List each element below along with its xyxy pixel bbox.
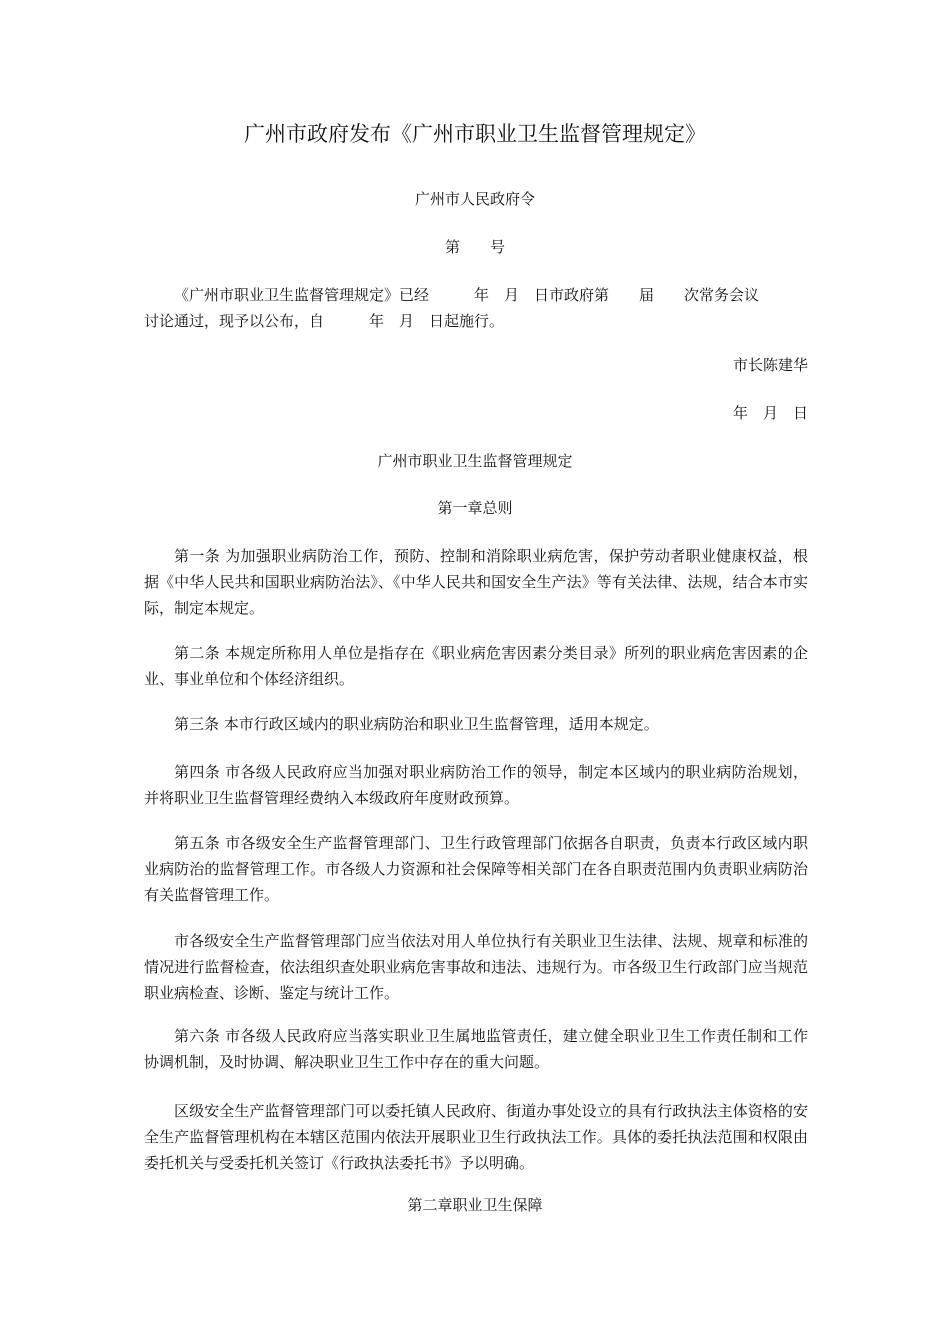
article-1: 第一条 为加强职业病防治工作，预防、控制和消除职业病危害，保护劳动者职业健康权益，根据《中华人民共和国职业病防治法》、《中华人民共和国安全生产法》等有关法律、法规，结合本市实际，制定本规定。: [144, 547, 808, 617]
signature-date: 年 月 日: [732, 404, 808, 422]
article-6-para-2: 区级安全生产监督管理部门可以委托镇人民政府、街道办事处设立的具有行政执法主体资格的安全生产监督管理机构在本辖区范围内依法开展职业卫生行政执法工作。具体的委托执法范围和权限由委托机关与受委托机关签订《行政执法委托书》予以明确。: [144, 1102, 808, 1172]
article-5-para-2: 市各级安全生产监督管理部门应当依法对用人单位执行有关职业卫生法律、法规、规章和标准的情况进行监督检查，依法组织查处职业病危害事故和违法、违规行为。市各级卫生行政部门应当规范职业病检查、诊断、鉴定与统计工作。: [144, 932, 808, 1002]
article-4: 第四条 市各级人民政府应当加强对职业病防治工作的领导，制定本区域内的职业病防治规划，并将职业卫生监督管理经费纳入本级政府年度财政预算。: [144, 763, 808, 807]
article-6: 第六条 市各级人民政府应当落实职业卫生属地监管责任，建立健全职业卫生工作责任制和工作协调机制，及时协调、解决职业卫生工作中存在的重大问题。: [144, 1027, 808, 1071]
order-heading: 广州市人民政府令: [414, 190, 535, 208]
announcement-line-2: 讨论通过，现予以公布，自 年 月 日起施行。: [144, 312, 505, 330]
announcement-line-1: 《广州市职业卫生监督管理规定》已经 年 月 日市政府第 届 次常务会议: [174, 286, 760, 304]
regulation-title: 广州市职业卫生监督管理规定: [377, 452, 573, 470]
chapter-2-title: 第二章职业卫生保障: [407, 1196, 543, 1214]
chapter-1-title: 第一章总则: [437, 499, 513, 517]
article-3: 第三条 本市行政区域内的职业病防治和职业卫生监督管理，适用本规定。: [174, 715, 659, 733]
signature: 市长陈建华: [732, 356, 808, 374]
order-number: 第 号: [444, 238, 505, 256]
article-5: 第五条 市各级安全生产监督管理部门、卫生行政管理部门依据各自职责，负责本行政区域内职业病防治的监督管理工作。市各级人力资源和社会保障等相关部门在各自职责范围内负责职业病防治有关监督管理工作。: [144, 834, 808, 904]
article-2: 第二条 本规定所称用人单位是指存在《职业病危害因素分类目录》所列的职业病危害因素的企业、事业单位和个体经济组织。: [144, 644, 808, 688]
document-title: 广州市政府发布《广州市职业卫生监督管理规定》: [244, 122, 706, 146]
